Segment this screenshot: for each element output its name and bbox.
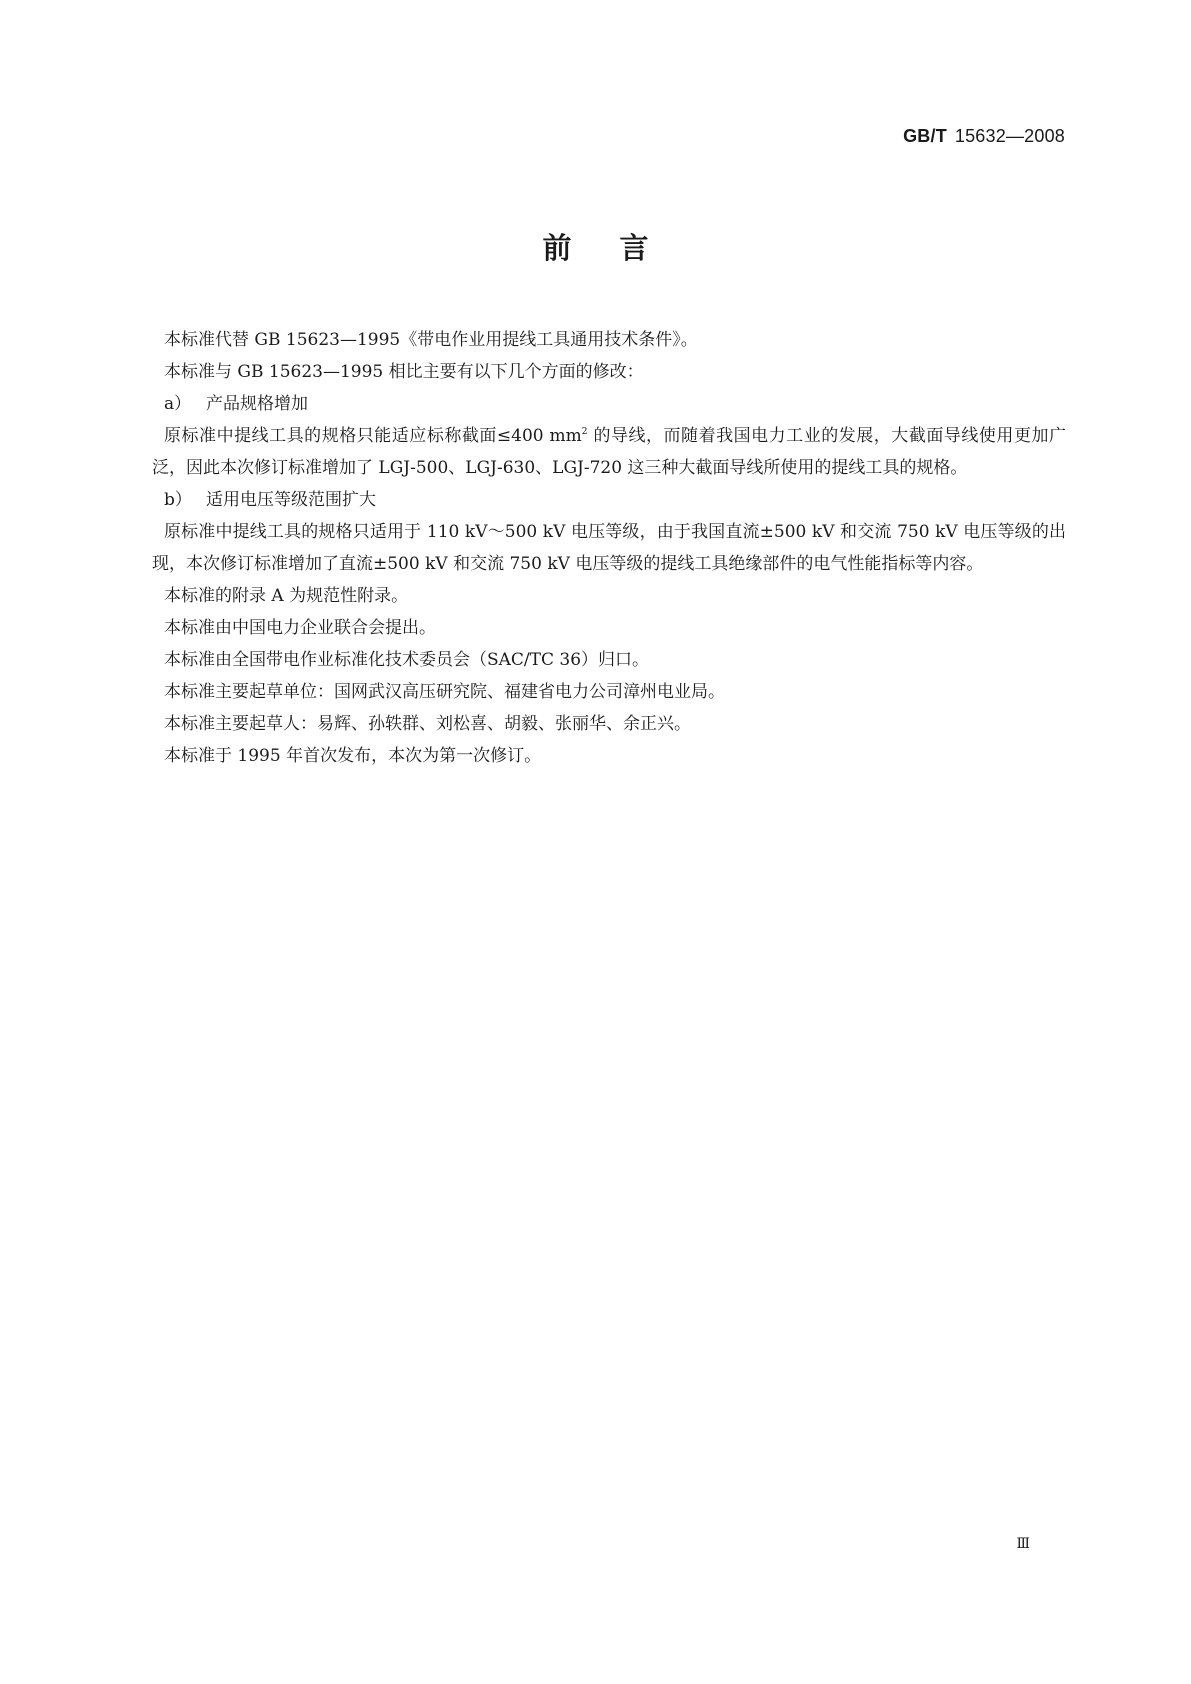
superscript-2: 2 [581,427,588,437]
paragraph-spec-increase-part1: 原标准中提线工具的规格只能适应标称截面≤400 mm [164,426,582,446]
document-body [152,324,1067,772]
paragraph-drafters: 本标准主要起草人：易辉、孙轶群、刘松喜、胡毅、张丽华、余正兴。 [164,714,691,734]
standard-number: 15632—2008 [954,126,1065,146]
page-title: 前言 [542,231,697,265]
list-item-b [164,484,1067,516]
paragraph-appendix: 本标准的附录 A 为规范性附录。 [164,586,409,606]
standard-code [903,126,1065,147]
paragraph-changes-intro: 本标准与 GB 15623—1995 相比主要有以下几个方面的修改： [164,362,644,382]
list-marker-a: a） [164,394,192,414]
paragraph-drafting-units: 本标准主要起草单位：国网武汉高压研究院、福建省电力公司漳州电业局。 [164,682,725,702]
paragraph-proposed-by: 本标准由中国电力企业联合会提出。 [164,618,436,638]
list-item-a [164,388,1067,420]
paragraph-spec-increase-part2: 的导线，而随着我国电力工业的发展，大截面导线使用更加广泛，因此本次修订标准增加了 LGJ-500、LGJ-630、LGJ-720 这三种大截面导线所使用的提线工具的规格。 [152,426,1067,478]
page-number: Ⅲ [1016,1536,1031,1552]
paragraph-replaces: 本标准代替 GB 15623—1995《带电作业用提线工具通用技术条件》。 [164,330,698,350]
paragraph-history: 本标准于 1995 年首次发布，本次为第一次修订。 [164,746,542,766]
list-marker-b: b） [164,490,192,510]
paragraph-spec-increase [152,420,1066,484]
standard-prefix: GB/T [903,126,947,146]
list-label-a: 产品规格增加 [206,394,308,414]
paragraph-managed-by: 本标准由全国带电作业标准化技术委员会（SAC/TC 36）归口。 [164,650,650,670]
list-label-b: 适用电压等级范围扩大 [206,490,376,510]
paragraph-voltage-range: 原标准中提线工具的规格只适用于 110 kV～500 kV 电压等级，由于我国直流±500 kV 和交流 750 kV 电压等级的出现，本次修订标准增加了直流±500 kV 和交流 750 kV 电压等级的提线工具绝缘部件的电气性能指标等内容。 [152,522,1066,574]
